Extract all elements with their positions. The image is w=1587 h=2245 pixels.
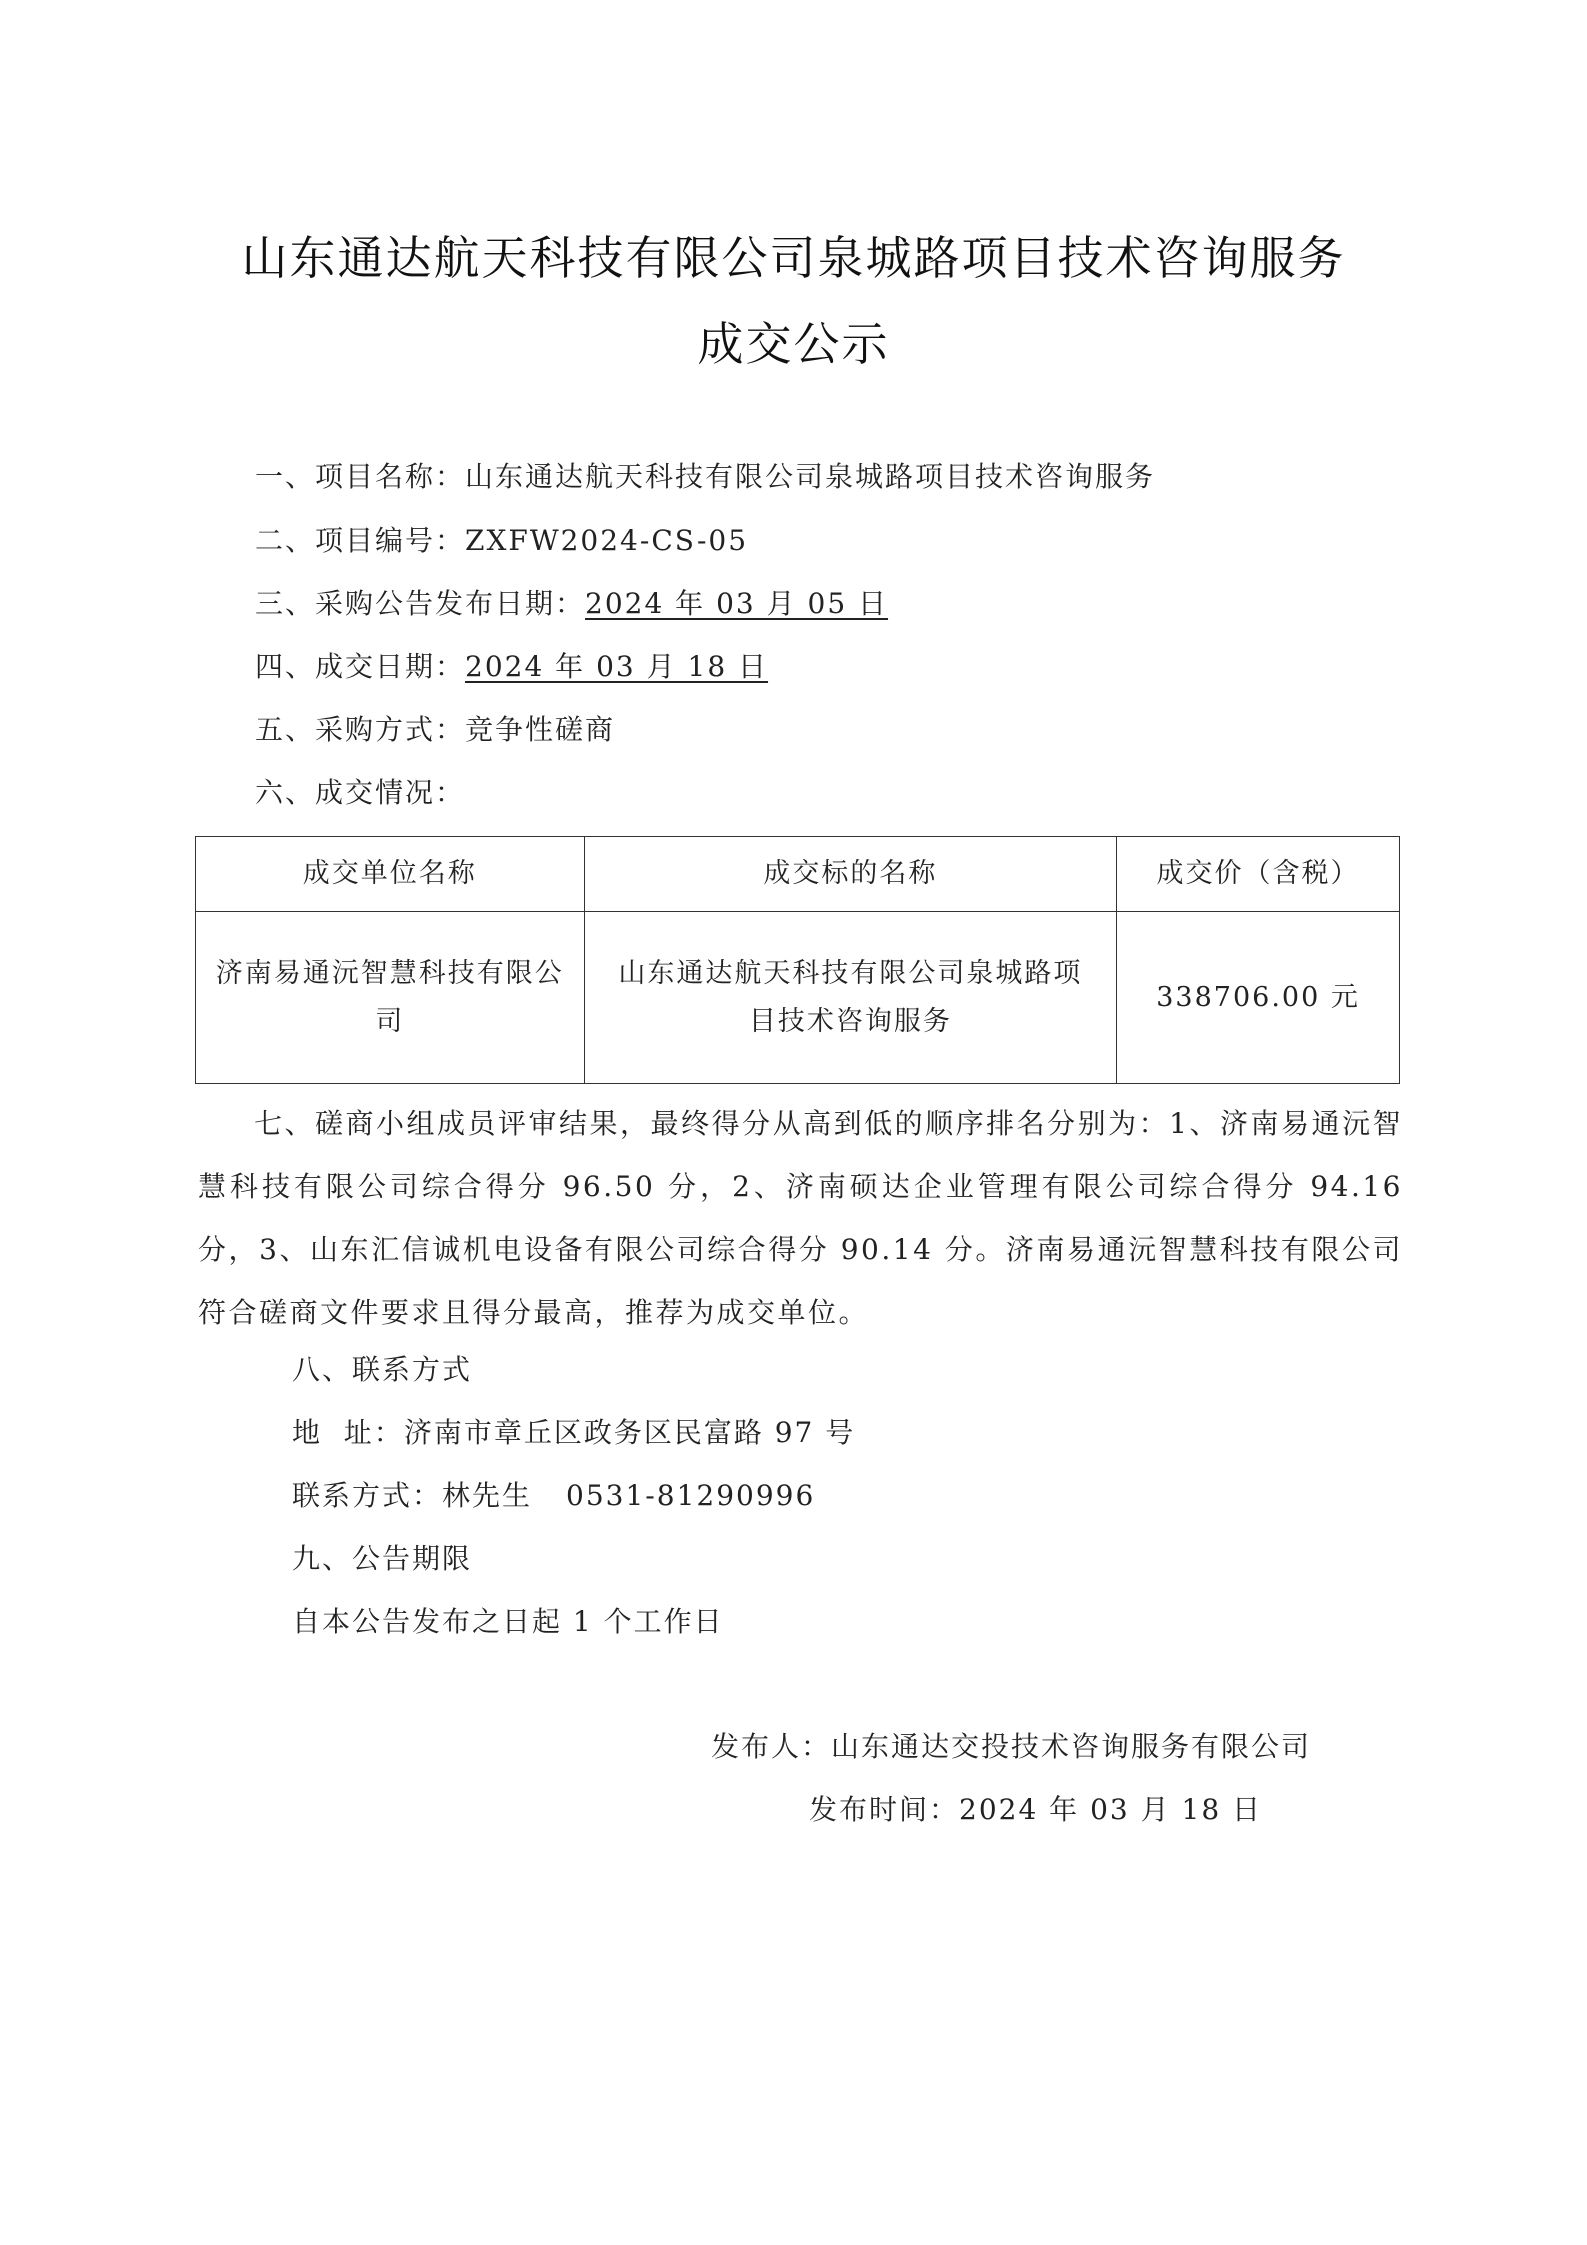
item-project-name [255, 455, 1155, 495]
notice-date-label: 三、采购公告发布日期： [255, 587, 586, 620]
publisher-name: 山东通达交投技术咨询服务有限公司 [831, 1730, 1312, 1763]
header-price: 成交价（含税） [1117, 837, 1400, 912]
deal-date-value: 2024 年 03 月 18 日 [465, 650, 769, 683]
contact-phone: 0531-81290996 [566, 1479, 816, 1512]
address-label: 地 址： [292, 1416, 404, 1449]
item-situation [255, 771, 465, 811]
project-name-value: 山东通达航天科技有限公司泉城路项目技术咨询服务 [465, 460, 1156, 493]
contact-heading: 八、联系方式 [292, 1353, 473, 1386]
item-deal-date [255, 645, 768, 685]
project-number-label: 二、项目编号： [255, 524, 466, 557]
contact-address [292, 1411, 855, 1451]
table-row [196, 912, 1400, 1084]
item-project-number [255, 519, 748, 559]
cell-subject: 山东通达航天科技有限公司泉城路项目技术咨询服务 [584, 912, 1116, 1084]
period-text: 自本公告发布之日起 1 个工作日 [292, 1605, 724, 1638]
evaluation-paragraph: 七、磋商小组成员评审结果，最终得分从高到低的顺序排名分别为：1、济南易通沅智慧科技有限公司综合得分 96.50 分，2、济南硕达企业管理有限公司综合得分 94.16 分，3、山东汇信诚机电设备有限公司综合得分 90.14 分。济南易通沅智慧科技有限公司符合磋商文件要求且得分最高，推荐为成交单位。 [198, 1107, 1403, 1329]
period-heading: 九、公告期限 [292, 1542, 473, 1575]
method-value: 竞争性磋商 [465, 713, 616, 746]
situation-label: 六、成交情况： [255, 776, 466, 809]
cell-price: 338706.00 元 [1117, 912, 1400, 1084]
document-title: 山东通达航天科技有限公司泉城路项目技术咨询服务 [241, 231, 1346, 285]
publish-time-label: 发布时间： [809, 1793, 960, 1826]
publish-time-value: 2024 年 03 月 18 日 [959, 1793, 1263, 1826]
publisher [711, 1725, 1311, 1765]
publisher-label: 发布人： [711, 1730, 832, 1763]
project-name-label: 一、项目名称： [255, 460, 466, 493]
item-notice-date [255, 582, 888, 622]
header-company: 成交单位名称 [196, 837, 585, 912]
contact-label: 联系方式： [292, 1479, 443, 1512]
header-subject: 成交标的名称 [584, 837, 1116, 912]
notice-date-value: 2024 年 03 月 05 日 [585, 587, 889, 620]
deal-date-label: 四、成交日期： [255, 650, 466, 683]
contact-info [292, 1474, 815, 1514]
publish-time [809, 1788, 1262, 1828]
cell-company: 济南易通沅智慧科技有限公司 [196, 912, 585, 1084]
item-method [255, 708, 615, 748]
project-number-value: ZXFW2024-CS-05 [465, 524, 749, 557]
method-label: 五、采购方式： [255, 713, 466, 746]
result-table [195, 836, 1400, 1084]
document-subtitle: 成交公示 [697, 317, 890, 371]
table-header-row [196, 837, 1400, 912]
contact-person: 林先生 [442, 1479, 533, 1512]
address-value: 济南市章丘区政务区民富路 97 号 [403, 1416, 856, 1449]
